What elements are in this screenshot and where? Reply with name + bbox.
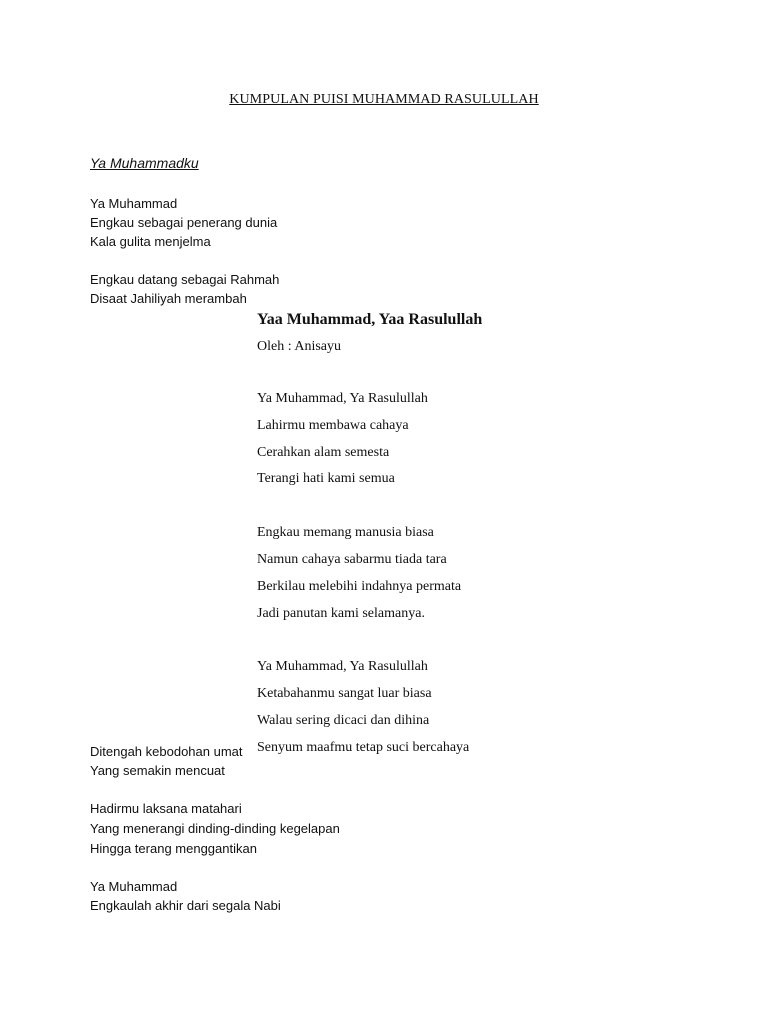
- poem2-line: Engkau memang manusia biasa: [257, 525, 434, 540]
- poem1-line: Ya Muhammad: [90, 196, 178, 211]
- poem1-line: Ditengah kebodohan umat: [90, 744, 243, 759]
- poem1-line: Yang semakin mencuat: [90, 763, 225, 778]
- poem2-line: Ya Muhammad, Ya Rasulullah: [257, 659, 428, 674]
- poem1-line: Hadirmu laksana matahari: [90, 801, 242, 816]
- poem2-line: Berkilau melebihi indahnya permata: [257, 579, 462, 594]
- poem2-line: Senyum maafmu tetap suci bercahaya: [257, 740, 470, 755]
- poem1-line: Yang menerangi dinding-dinding kegelapan: [90, 821, 340, 836]
- poem2-author: Oleh : Anisayu: [257, 339, 341, 354]
- poem2-line: Lahirmu membawa cahaya: [257, 418, 409, 433]
- document-title: KUMPULAN PUISI MUHAMMAD RASULULLAH: [229, 92, 539, 107]
- poem1-title: Ya Muhammadku: [90, 155, 199, 171]
- poem2-line: Cerahkan alam semesta: [257, 445, 390, 460]
- poem2-line: Terangi hati kami semua: [257, 471, 395, 486]
- poem1-line: Engkaulah akhir dari segala Nabi: [90, 898, 281, 913]
- poem2-line: Jadi panutan kami selamanya.: [257, 606, 425, 621]
- poem2-line: Ketabahanmu sangat luar biasa: [257, 686, 432, 701]
- poem1-line: Hingga terang menggantikan: [90, 841, 257, 856]
- poem1-line: Engkau datang sebagai Rahmah: [90, 272, 280, 287]
- poem2-line: Ya Muhammad, Ya Rasulullah: [257, 391, 428, 406]
- poem1-line: Disaat Jahiliyah merambah: [90, 291, 247, 306]
- poem2-line: Namun cahaya sabarmu tiada tara: [257, 552, 447, 567]
- poem2-line: Walau sering dicaci dan dihina: [257, 713, 430, 728]
- poem2-title: Yaa Muhammad, Yaa Rasulullah: [257, 311, 483, 328]
- poem1-line: Engkau sebagai penerang dunia: [90, 215, 278, 230]
- poem1-line: Ya Muhammad: [90, 879, 178, 894]
- poem1-line: Kala gulita menjelma: [90, 234, 211, 249]
